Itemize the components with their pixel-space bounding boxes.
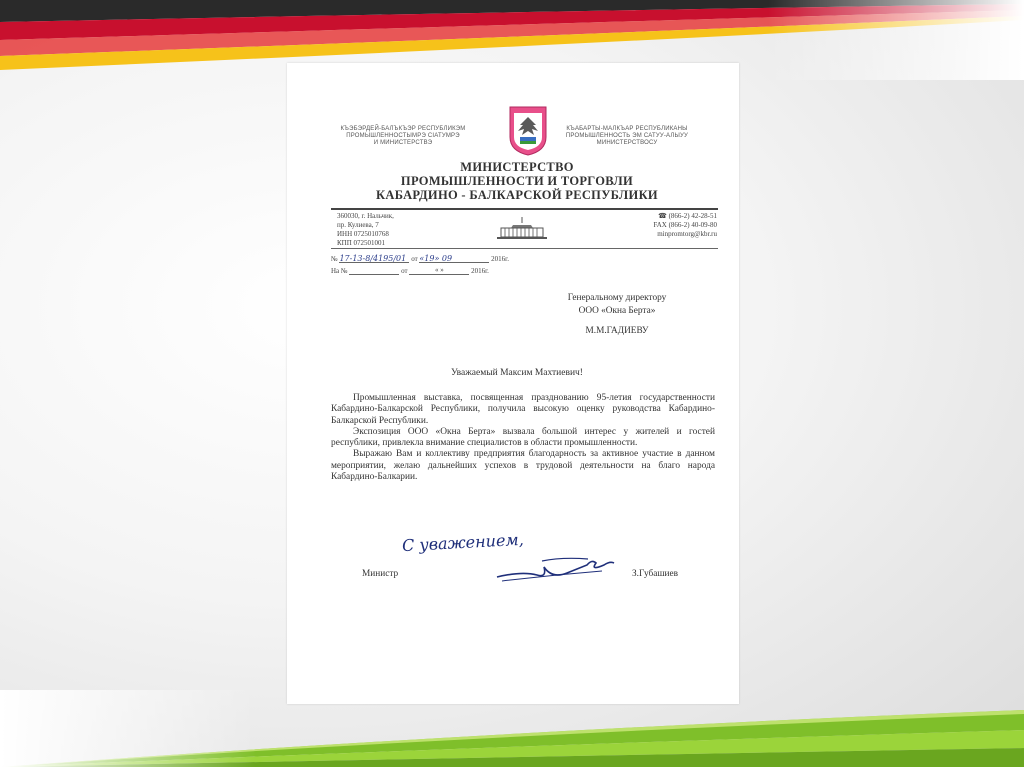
handwritten-signature — [492, 553, 627, 585]
outgoing-number: 17-13-8/4195/01 — [339, 254, 409, 263]
signatory-title: Министр — [362, 569, 399, 579]
salutation: Уважаемый Максим Махтиевич! — [451, 368, 583, 378]
body-paragraph: Промышленная выставка, посвященная празднованию 95-летия государственности Кабардино-Балкарской Республики, получила высокую оценку руководства Кабардино-Балкарской Республики. — [331, 393, 715, 426]
addressee-block — [542, 292, 692, 338]
reference-from-label: от — [401, 267, 408, 275]
header-right-line: ПРОМЫШЛЕННОСТЬ ЭМ САТУУ-АЛЫУУ — [565, 133, 689, 139]
contact-line: КПП 072501001 — [337, 239, 386, 247]
reference-year: 2016г. — [471, 267, 489, 275]
contacts-divider — [331, 248, 718, 249]
outgoing-number-line — [331, 254, 591, 263]
signatory-name: З.Губашиев — [632, 569, 679, 579]
ministry-title — [347, 160, 687, 202]
reference-label: На № — [331, 267, 348, 275]
contacts-left — [337, 212, 394, 248]
handwritten-closing: С уважением, — [401, 529, 525, 556]
outgoing-year: 2016г. — [491, 255, 509, 263]
body-paragraph: Выражаю Вам и коллективу предприятия благодарность за активное участие в данном мероприятии, желаю дальнейших успехов в трудовой деятельности на благо народа Кабардино-Балкарии. — [331, 449, 715, 483]
coat-of-arms-emblem — [508, 105, 548, 157]
ministry-title-line: ПРОМЫШЛЕННОСТИ И ТОРГОВЛИ — [400, 174, 634, 188]
addressee-name: М.М.ГАДИЕВУ — [585, 326, 649, 336]
contacts-right — [627, 212, 717, 239]
header-right-line: МИНИСТЕРСТВОСУ — [596, 140, 658, 146]
reference-date: « » — [409, 266, 469, 275]
contact-line: пр. Кулиева, 7 — [337, 221, 379, 229]
contact-line: minpromtorg@kbr.ru — [657, 230, 717, 238]
parliament-building-icon — [495, 215, 549, 241]
contact-line: 360030, г. Нальчик, — [337, 212, 394, 220]
incoming-reference-line — [331, 266, 591, 275]
ministry-title-line: МИНИСТЕРСТВО — [460, 160, 574, 174]
addressee-position: Генеральному директору — [567, 293, 667, 303]
header-right-kbr — [557, 126, 697, 147]
ministry-title-line: КАБАРДИНО - БАЛКАРСКОЙ РЕСПУБЛИКИ — [376, 188, 658, 202]
header-right-line: КЪАБАРТЫ-МАЛКЪАР РЕСПУБЛИКАНЫ — [566, 126, 688, 132]
letter-page — [287, 63, 739, 704]
contact-line: FAX (866-2) 40-09-80 — [653, 221, 717, 229]
letter-body — [331, 393, 715, 483]
outgoing-date: «19» 09 — [419, 254, 489, 263]
contact-line: ☎ (866-2) 42-28-51 — [658, 212, 717, 220]
reference-number-blank — [349, 266, 399, 275]
contact-line: ИНН 0725010768 — [337, 230, 389, 238]
addressee-company: ООО «Окна Берта» — [578, 306, 656, 316]
date-from-label: от — [411, 255, 418, 263]
header-divider — [331, 208, 718, 210]
header-left-kbr — [333, 126, 473, 147]
header-left-line: КЪЭБЭРДЕЙ-БАЛЪКЪЭР РЕСПУБЛИКЭМ — [340, 126, 466, 132]
body-paragraph: Экспозиция ООО «Окна Берта» вызвала большой интерес у жителей и гостей республики, привлекла внимание специалистов в области промышленности. — [331, 426, 715, 449]
number-label: № — [331, 255, 338, 263]
header-left-line: И МИНИСТЕРСТВЭ — [373, 140, 433, 146]
header-left-line: ПРОМЫШЛЕННОСТЫМРЭ СӀАТУМРЭ — [346, 133, 460, 139]
